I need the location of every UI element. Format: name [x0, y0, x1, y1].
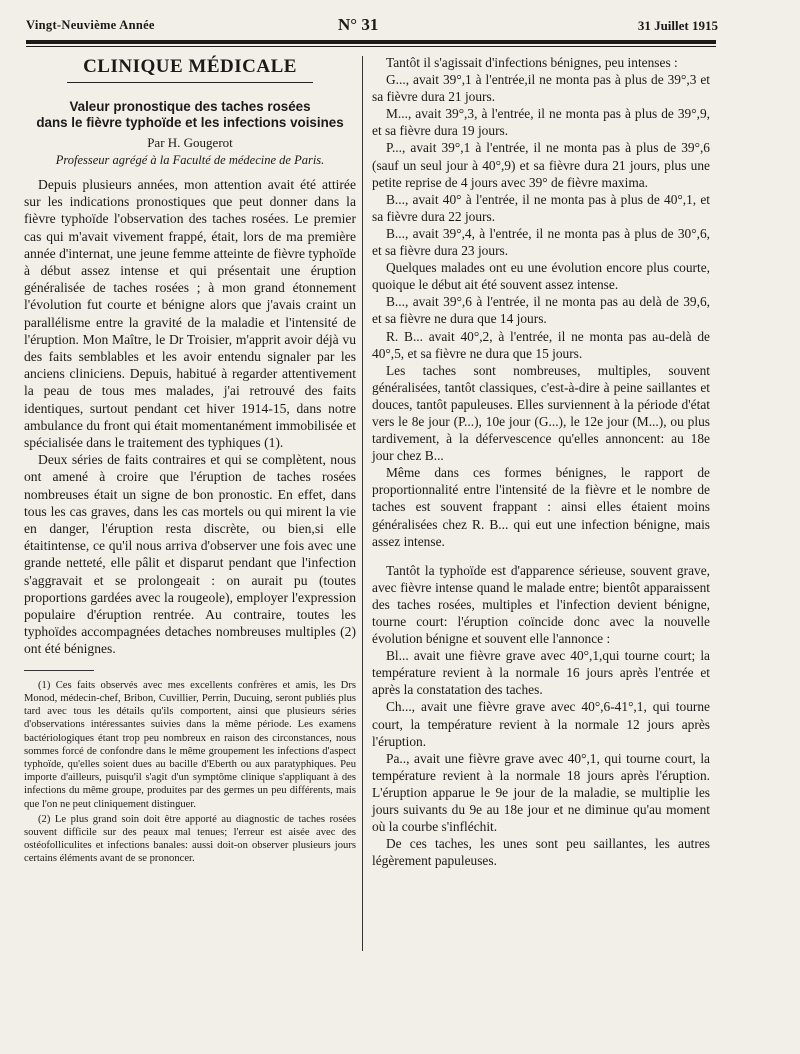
case-paragraph: R. B... avait 40°,2, à l'entrée, il ne monta pas au-delà de 40°,5, et sa fièvre ne dura que 15 jours. — [372, 328, 710, 361]
body-paragraph: Deux séries de faits contraires et qui se complètent, nous ont amené à croire que l'éruption de taches rosées nombreuses était un signe de bon pronostic. En effet, dans tous les cas graves, dans les cas mortels ou qui mirent la vie en danger, l'éruption resta discrète, ou bien,si elle étaitintense, ce qu'il nous arriva d'observer une fois avec une grande netteté, elle pâlit et disparut pendant que l'infection s'aggravait et se prolongeait : on aurait pu (toutes proportions gardées avec la rougeole), employer l'expression populaire d'éruption rentrée. Au contraire, toutes les typhoïdes accompagnées detaches nombreuses multiples (2) ont été bénignes. — [24, 452, 356, 657]
case-paragraph: P..., avait 39°,1 à l'entrée, il ne monta pas à plus de 39°,6 (sauf un seul jour à 40°,9) et sa fièvre dura 21 jours, plus une petite reprise de 4 jours avec 39° de fièvre maxima. — [372, 140, 710, 190]
footnote-2: (2) Le plus grand soin doit être apporté au diagnostic de taches rosées souvent difficile sur des peaux mal tenues; l'erreur est aisée avec des ostéofolliculites et infections banales: aussi doit-on observer plusieurs jours certains éléments avant de se prononcer. — [24, 813, 356, 865]
right-column — [372, 54, 710, 869]
header-rule-thick — [26, 40, 716, 44]
case-paragraph: Bl... avait une fièvre grave avec 40°,1,qui tourne court; la température revient à la normale 16 jours après l'entrée et après la constatation des taches. — [372, 648, 710, 698]
article-author: Par H. Gougerot — [147, 135, 233, 150]
left-column — [24, 54, 356, 868]
case-paragraph: B..., avait 39°,6 à l'entrée, il ne monta pas au delà de 39,6, et sa fièvre ne dura que 14 jours. — [372, 294, 710, 327]
header-rule-thin — [26, 46, 716, 47]
article-title — [24, 99, 356, 131]
body-paragraph: Tantôt la typhoïde est d'apparence sérieuse, souvent grave, avec fièvre intense quand le malade entre; bientôt apparaissent des taches rosées, multiples et l'infection devient bénigne, tourne court: l'éruption coïncide donc avec la nouvelle évolution bénigne et souvent elle l'annonce : — [372, 562, 710, 647]
case-paragraph: B..., avait 40° à l'entrée, il ne monta pas à plus de 40°,1, et sa fièvre dura 22 jours. — [372, 191, 710, 224]
header-date: 31 Juillet 1915 — [637, 18, 718, 33]
case-paragraph: G..., avait 39°,1 à l'entrée,il ne monta pas à plus de 39°,3 et sa fièvre dura 21 jours. — [372, 72, 710, 105]
footnote-rule — [24, 670, 94, 671]
footnote-1: (1) Ces faits observés avec mes excellents confrères et amis, les Drs Monod, médecin-chef, Bribon, Cuvillier, Perrin, Ducuing, seront publiés plus tard avec tous les détails qu'ils comportent, ainsi que plusieurs séries d'observations intéressantes suivies dans la même période. Les examens bactériologiques étant trop peu nombreux en raison des circonstances, nous sommes forcé de confondre dans le même groupement les infections d'aspect typhoïde, qu'elles soient dues au bacille d'Eberth ou aux paratyphiques. Peu importe d'ailleurs, puisqu'il s'agit d'un symptôme clinique s'appliquant à des infections du même groupe, produites par des germes un peu différents, mais que l'on ne peut cliniquement distinguer. — [24, 679, 356, 810]
case-paragraph: M..., avait 39°,3, à l'entrée, il ne monta pas à plus de 39°,9, et sa fièvre dura 19 jours. — [372, 106, 710, 139]
header-year: Vingt-Neuvième Année — [26, 18, 155, 32]
case-paragraph: Pa.., avait une fièvre grave avec 40°,1, qui tourne court, la température revient à la normale 18 jours après l'éruption. L'éruption apparue le 9e jour de la maladie, se multiplie les jours suivants du 9e au 18e jour et ne diminue qu'au moment où la courbe s'infléchit. — [372, 750, 710, 835]
author-affiliation: Professeur agrégé à la Faculté de médecine de Paris. — [55, 153, 325, 167]
header-issue-number: N° 31 — [338, 15, 379, 34]
body-paragraph: Les taches sont nombreuses, multiples, souvent généralisées, tantôt classiques, c'est-à-dire à peine saillantes et douces, tantôt papuleuses. Elles surviennent à la période d'état vers le 8e jour (P...), 10e jour (G...), le 12e jour (M...), ou plus tardivement, à la défervescence qu'elles annoncent: au 18e jour chez B... — [372, 362, 710, 464]
case-paragraph: Ch..., avait une fièvre grave avec 40°,6-41°,1, qui tourne court, la température revient à la normale 12 jours après l'éruption. — [372, 699, 710, 749]
body-paragraph: De ces taches, les unes sont peu saillantes, les autres légèrement papuleuses. — [372, 836, 710, 869]
column-divider — [362, 56, 363, 951]
article-title-line-2: dans le fièvre typhoïde et les infections voisines — [36, 115, 344, 130]
body-paragraph: Tantôt il s'agissait d'infections bénignes, peu intenses : — [386, 55, 678, 70]
article-title-line-1: Valeur pronostique des taches rosées — [69, 99, 311, 114]
section-title-rule — [67, 82, 313, 83]
body-paragraph: Quelques malades ont eu une évolution encore plus courte, quoique le début ait été souvent assez intense. — [372, 260, 710, 293]
case-paragraph: B..., avait 39°,4, à l'entrée, il ne monta pas à plus de 30°,6, et sa fièvre dura 23 jours. — [372, 225, 710, 259]
body-paragraph: Même dans ces formes bénignes, le rapport de proportionnalité entre l'intensité de la fièvre et le nombre de taches est souvent frappant : ainsi elles étaient moins généralisées chez R. B... qui eut une infection bénigne, mais assez intense. — [372, 465, 710, 549]
paragraph-gap — [372, 550, 710, 562]
section-title: CLINIQUE MÉDICALE — [83, 56, 297, 77]
body-paragraph: Depuis plusieurs années, mon attention avait été attirée sur les indications pronostiques que peut donner dans la fièvre typhoïde l'observation des taches rosées. Le premier cas qui m'avait vivement frappé, était, lors de ma première année d'internat, une jeune femme atteinte de fièvre typhoïde à début assez intense et qui présentait une éruption généralisée de taches rosées ; à mon grand étonnement l'évolution fut courte et bénigne alors que j'avais craint un parallélisme entre la gravité de la maladie et l'intensité de l'éruption. Mon Maître, le Dr Troisier, m'apprit avoir déjà vu des faits semblables et les avoir entendu signaler par les anciens cliniciens. Depuis, habitué à regarder attentivement la peau de tous mes malades, j'ai retrouvé des faits identiques, surtout pendant cet hiver 1914-15, dans notre ambulance du front qui était momentanément immobilisée et spécialisée dans le traitement des typhiques (1). — [24, 177, 356, 451]
